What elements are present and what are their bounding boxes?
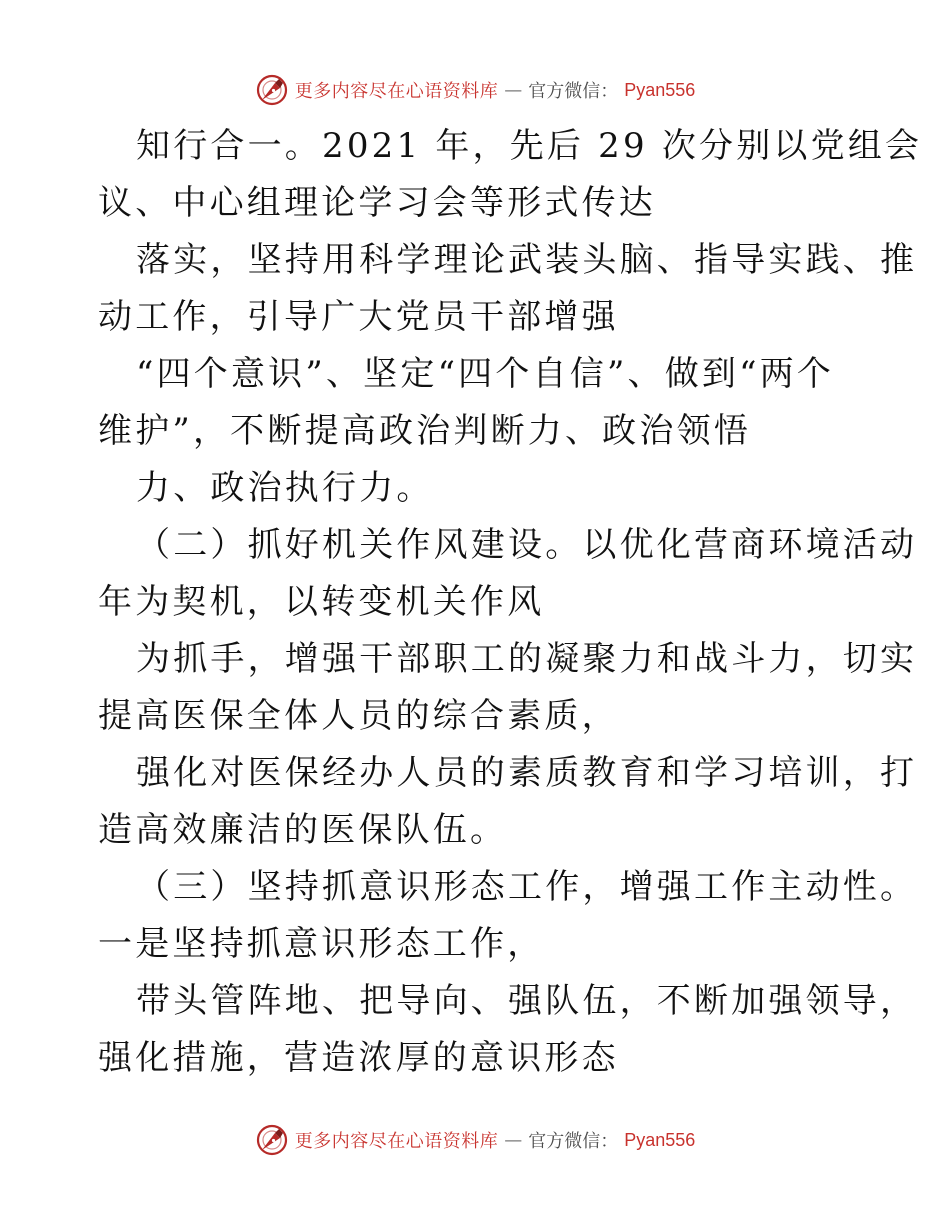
text-line: 动工作，引导广大党员干部增强 [98, 297, 619, 337]
text-line: 力、政治执行力。 [136, 468, 434, 508]
watermark-separator: — [504, 79, 523, 101]
text-line: 强化对医保经办人员的素质教育和学习培训，打 [136, 753, 918, 793]
text-line: 一是坚持抓意识形态工作， [98, 924, 545, 964]
watermark-wechat-id: Pyan556 [624, 79, 696, 100]
text-line: （二）抓好机关作风建设。以优化营商环境活动 [136, 525, 918, 565]
pen-nib-logo-icon [255, 73, 289, 107]
watermark-separator: — [504, 1129, 523, 1151]
text-line: 带头管阵地、把导向、强队伍，不断加强领导， [136, 981, 918, 1021]
watermark-main-text: 更多内容尽在心语资料库 [294, 1131, 499, 1152]
text-line: 强化措施，营造浓厚的意识形态 [98, 1038, 619, 1078]
body-text [98, 118, 923, 1087]
text-line: 维护”，不断提高政治判断力、政治领悟 [98, 411, 751, 451]
text-line: 知行合一。2021 年，先后 29 次分别以党组会 [136, 126, 923, 166]
watermark-wechat-label: 官方微信： [528, 81, 619, 102]
text-line: 为抓手，增强干部职工的凝聚力和战斗力，切实 [136, 639, 918, 679]
text-line: 议、中心组理论学习会等形式传达 [98, 183, 656, 223]
header-watermark [0, 68, 950, 112]
watermark-wechat-id: Pyan556 [624, 1129, 696, 1150]
footer-watermark [0, 1118, 950, 1162]
text-line: “四个意识”、坚定“四个自信”、做到“两个 [136, 354, 835, 394]
text-line: （三）坚持抓意识形态工作，增强工作主动性。 [136, 867, 918, 907]
watermark-main-text: 更多内容尽在心语资料库 [294, 81, 499, 102]
text-line: 落实，坚持用科学理论武装头脑、指导实践、推 [136, 240, 918, 280]
text-line: 提高医保全体人员的综合素质， [98, 696, 619, 736]
text-line: 造高效廉洁的医保队伍。 [98, 810, 508, 850]
pen-nib-logo-icon [255, 1123, 289, 1157]
watermark-wechat-label: 官方微信： [528, 1131, 619, 1152]
text-line: 年为契机，以转变机关作风 [98, 582, 545, 622]
